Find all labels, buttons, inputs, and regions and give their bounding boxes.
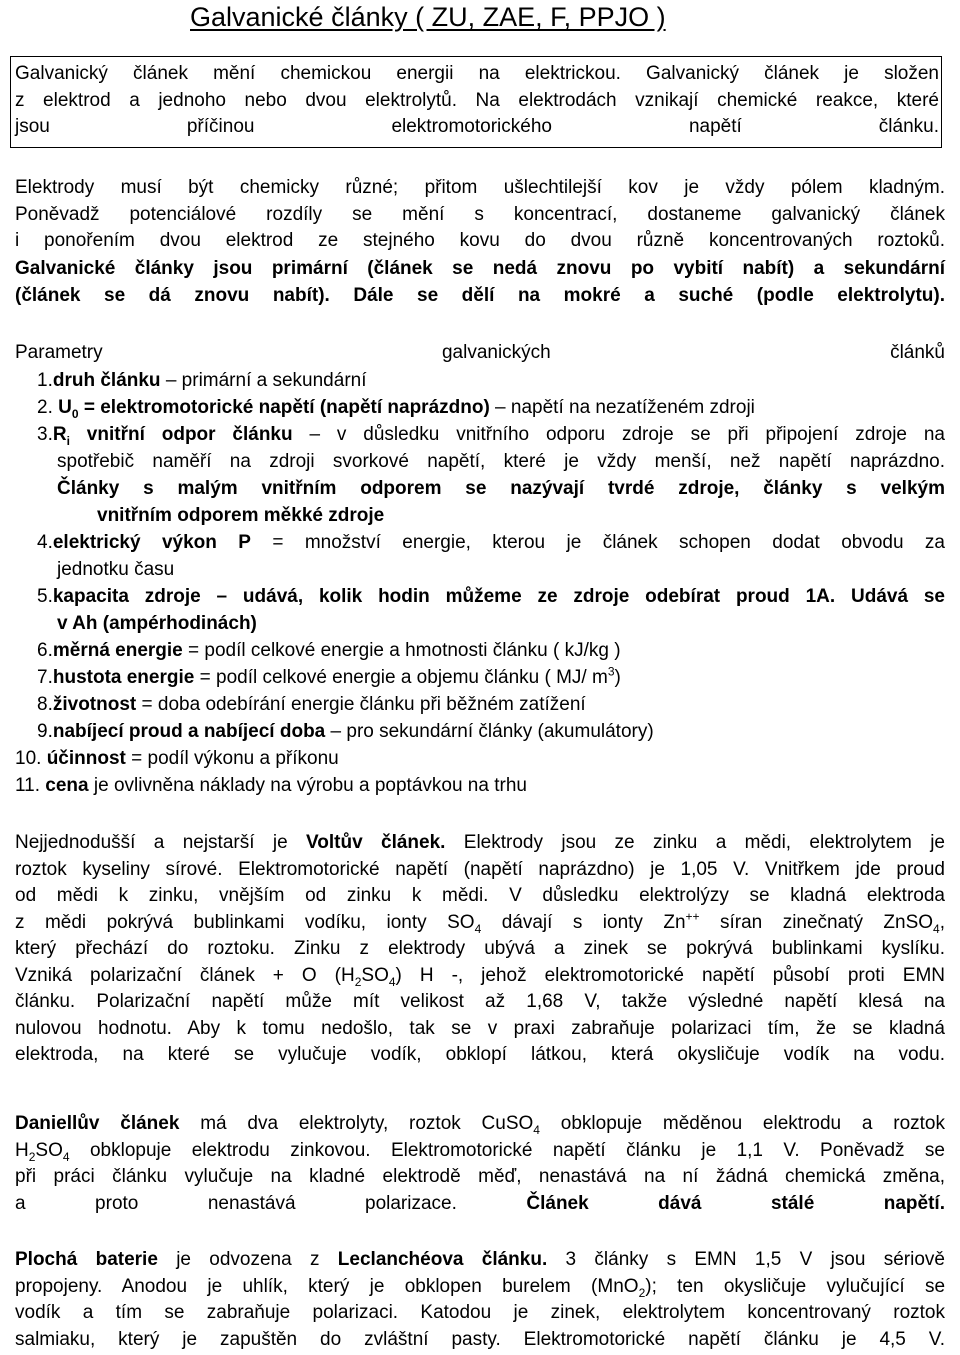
param-item: 9.nabíjecí proud a nabíjecí doba – pro sekundární články (akumulátory) [37,721,654,742]
text-line: propojeny. Anodou je uhlík, který je obklopen burelem (MnO$_2$); ten okysličuje vylučující se [15,1275,946,1300]
param-item: 11. cena je ovlivněna náklady na výrobu a poptávkou na trhu [15,775,527,796]
text-line: i ponořením dvou elektrod ze stejného kovu do dvou různě koncentrovaných roztoků. [15,230,945,251]
text-line: od mědi k zinku, vnějším od zinku k mědi. V důsledku elektrolýzy se kladná elektroda [15,885,945,906]
param-item: 5.kapacita zdroje – udává, kolik hodin můžeme ze zdroje odebírat proud 1A. Udává se [37,586,945,607]
text-line: Nejjednodušší a nejstarší je Voltův článek. Elektrody jsou ze zinku a mědi, elektrolytem je [15,832,945,853]
param-item-cont: jednotku času [57,559,175,580]
param-item: 7.hustota energie = podíl celkové energie a objemu článku ( MJ/ $m^3$) [37,664,621,688]
electrodes-paragraph [15,175,945,255]
text-line: Vzniká polarizační článek + O $(H_2SO_4)$ H -, jehož elektromotorické napětí působí proti EMN [15,964,945,989]
param-item: 10. účinnost = podíl výkonu a příkonu [15,748,339,769]
text-line: vodík a tím se zabraňuje polarizaci. Katodou je zinek, elektrolytem koncentrovaný roztok [15,1302,945,1323]
intro-line: Galvanický článek mění chemickou energii na elektrickou. Galvanický článek je složen [15,63,939,84]
param-item: 1.druh článku – primární a sekundární [37,370,367,391]
params-heading [15,340,945,367]
params-list [15,367,946,799]
page-title: Galvanické články ( ZU, ZAE, F, PPJO ) [190,2,666,32]
text-line: nulovou hodnotu. Aby k tomu nedošlo, tak se v praxi zabraňuje polarizaci tím, že se kladná [15,1017,945,1039]
types-paragraph [15,256,945,309]
text-line: $H_2SO_4$ obklopuje elektrodu zinkovou. Elektromotorické napětí článku je 1,1 V. Poněvadž se [15,1139,945,1164]
text-line: Elektrody musí být chemicky různé; přitom ušlechtilejší kov je vždy pólem kladným. [15,177,945,198]
param-item: $3.R_i$ vnitřní odpor článku – v důsledku vnitřního odporu zdroje se při připojení zdroje na [37,424,946,448]
text-line: (článek se dá znovu nabít). Dále se dělí na mokré a suché (podle elektrolytu). [15,284,945,306]
volta-paragraph [15,830,945,1069]
intro-paragraph [15,61,939,141]
intro-line: jsou příčinou elektromotorického napětí článku. [15,116,939,137]
text-line: při práci článku vylučuje na kladné elektrodě měď, nenastává na ní žádná chemická změna, [15,1166,945,1187]
text-line: článku. Polarizační napětí může mít velikost až 1,68 V, takže výsledné napětí klesá na [15,991,945,1012]
param-item: 2. $U_0$ = elektromotorické napětí (napětí naprázdno) – napětí na nezatíženém zdroji [37,397,755,421]
text-line: roztok kyseliny sírové. Elektromotorické napětí (napětí naprázdno) je 1,05 V. Vnitřkem jde proud [15,858,945,880]
text-line: salmiaku, který je zapuštěn do zvláštní pasty. Elektromotorické napětí článku je 4,5 V. [15,1328,945,1350]
text-line: z mědi pokrývá bublinkami vodíku, ionty $SO_4$ dávají s ionty Zn++ síran zinečnatý ZnSO$_4$, [15,909,946,936]
param-item-cont: spotřebič naměří na zdroji svorkové napětí, které je vždy menší, než napětí naprázdno. [57,451,945,472]
text-line: a proto nenastává polarizace. Článek dává stálé napětí. [15,1192,945,1214]
param-item-cont: v Ah (ampérhodinách) [57,613,257,634]
param-note-cont: vnitřním odporem měkké zdroje [97,505,385,526]
flat-battery-paragraph [15,1247,945,1353]
param-item: 4.elektrický výkon P = množství energie, kterou je článek schopen dodat obvodu za [37,532,945,553]
text-line: elektroda, na které se vylučuje vodík, obklopí látkou, která okysličuje vodík na vodu. [15,1044,945,1065]
param-item: 6.měrná energie = podíl celkové energie a hmotnosti článku ( kJ/kg ) [37,640,621,661]
param-note: Články s malým vnitřním odporem se nazývají tvrdé zdroje, články s velkým [57,478,945,499]
param-item: 8.životnost = doba odebírání energie článku při běžném zatížení [37,694,586,715]
text-line: Plochá baterie je odvozena z Leclanchéova článku. 3 články s EMN 1,5 V jsou sériově [15,1249,945,1270]
text-line: Daniellův článek má dva elektrolyty, roztok CuSO$_4$ obklopuje měděnou elektrodu a roztok [15,1113,945,1137]
text-line: Galvanické články jsou primární (článek se nedá znovu po vybití nabít) a sekundární [15,258,945,279]
params-heading-text: Parametry galvanických článků [15,342,945,363]
daniell-paragraph [15,1111,945,1217]
text-line: který přechází do roztoku. Zinku z elektrody ubývá a zinek se pokrývá bublinkami kyslíku. [15,938,945,959]
text-line: Poněvadž potenciálové rozdíly se mění s koncentrací, dostaneme galvanický článek [15,203,945,225]
intro-line: z elektrod a jednoho nebo dvou elektrolytů. Na elektrodách vznikají chemické reakce, které [15,89,939,111]
